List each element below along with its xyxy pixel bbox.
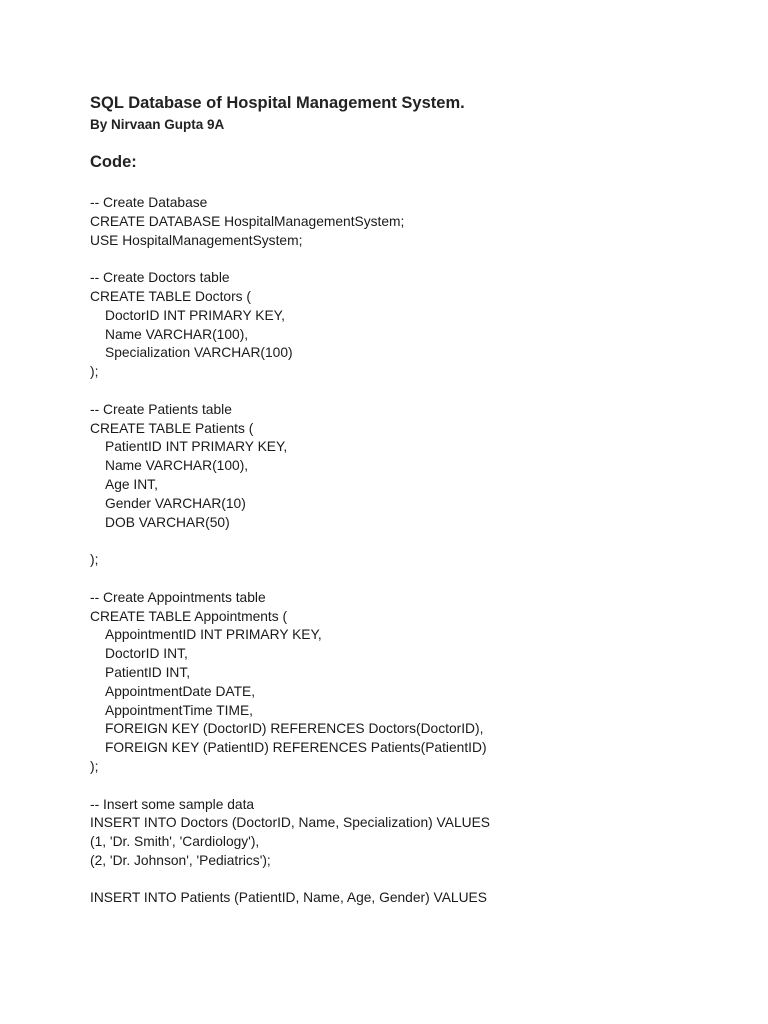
code-line: FOREIGN KEY (DoctorID) REFERENCES Doctors(DoctorID), [105, 721, 484, 737]
code-line: Age INT, [105, 476, 158, 492]
code-blank-line [90, 532, 730, 551]
code-line: PatientID INT PRIMARY KEY, [105, 439, 288, 455]
code-line: DOB VARCHAR(50) [105, 514, 230, 530]
code-line: (2, 'Dr. Johnson', 'Pediatrics'); [90, 852, 271, 868]
code-line: Name VARCHAR(100), [105, 458, 249, 474]
code-line: -- Create Doctors table [90, 270, 230, 286]
code-blank-line [90, 871, 730, 890]
code-blank-line [90, 250, 730, 269]
code-line: -- Insert some sample data [90, 796, 255, 812]
code-line: (1, 'Dr. Smith', 'Cardiology'), [90, 834, 260, 850]
code-line: Specialization VARCHAR(100) [105, 345, 293, 361]
code-line: INSERT INTO Patients (PatientID, Name, Age, Gender) VALUES [90, 890, 487, 906]
code-line: PatientID INT, [105, 664, 191, 680]
code-blank-line [90, 382, 730, 401]
code-heading: Code: [90, 153, 137, 171]
code-line: CREATE TABLE Appointments ( [90, 608, 288, 624]
code-line: Name VARCHAR(100), [105, 326, 249, 342]
code-line: CREATE DATABASE HospitalManagementSystem; [90, 213, 405, 229]
code-line: ); [90, 552, 99, 568]
code-line: Gender VARCHAR(10) [105, 495, 246, 511]
code-blank-line [90, 777, 730, 796]
code-line: DoctorID INT PRIMARY KEY, [105, 307, 285, 323]
code-block [90, 194, 730, 908]
document-author: By Nirvaan Gupta 9A [90, 117, 225, 132]
code-line: -- Create Patients table [90, 401, 232, 417]
code-line: AppointmentTime TIME, [105, 702, 253, 718]
code-line: FOREIGN KEY (PatientID) REFERENCES Patients(PatientID) [105, 740, 487, 756]
code-blank-line [90, 570, 730, 589]
document-page [90, 92, 730, 908]
code-line: AppointmentDate DATE, [105, 683, 256, 699]
code-line: -- Create Appointments table [90, 589, 266, 605]
code-line: ); [90, 364, 99, 380]
code-line: USE HospitalManagementSystem; [90, 232, 303, 248]
code-line: -- Create Database [90, 195, 208, 210]
code-line: INSERT INTO Doctors (DoctorID, Name, Specialization) VALUES [90, 815, 490, 831]
code-line: CREATE TABLE Doctors ( [90, 288, 252, 304]
code-line: CREATE TABLE Patients ( [90, 420, 254, 436]
code-line: DoctorID INT, [105, 646, 188, 662]
code-line: ); [90, 758, 99, 774]
code-line: AppointmentID INT PRIMARY KEY, [105, 627, 322, 643]
document-title: SQL Database of Hospital Management System. [90, 94, 465, 112]
